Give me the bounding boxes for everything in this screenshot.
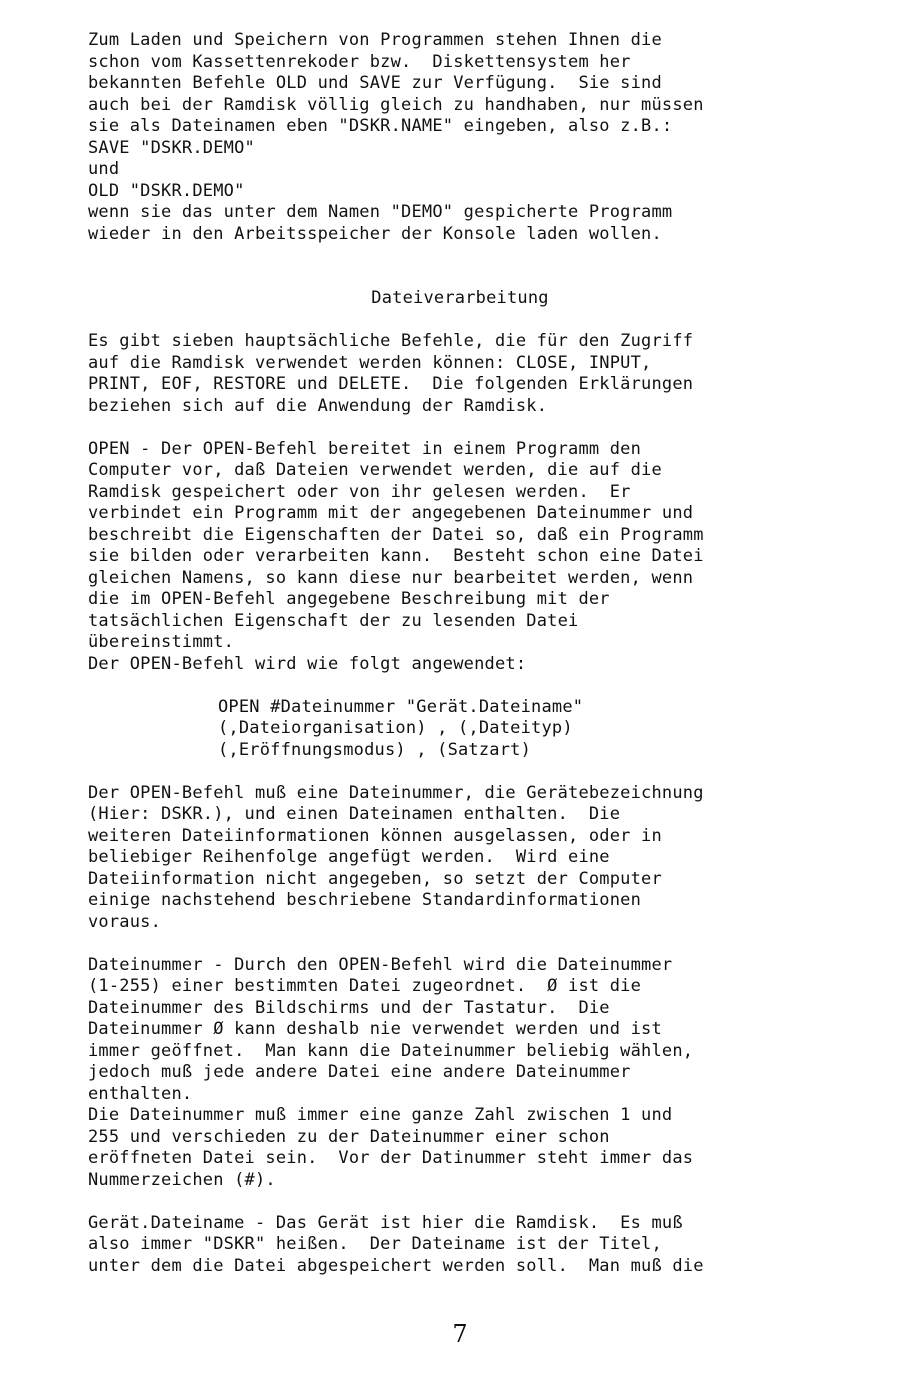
- text-line: jedoch muß jede andere Datei eine andere Dateinummer: [88, 1062, 631, 1082]
- text-line: verbindet ein Programm mit der angegebenen Dateinummer und: [88, 503, 694, 523]
- text-line: bekannten Befehle OLD und SAVE zur Verfügung. Sie sind: [88, 73, 662, 93]
- text-line: schon vom Kassettenrekoder bzw. Diskettensystem her: [88, 51, 631, 72]
- text-line: sie als Dateinamen eben "DSKR.NAME" eingeben, also z.B.:: [88, 116, 673, 136]
- text-line: einige nachstehend beschriebene Standardinformationen: [88, 890, 642, 910]
- text-line: Ramdisk gespeichert oder von ihr gelesen werden. Er: [88, 481, 631, 502]
- commands-paragraph: [88, 331, 868, 417]
- text-line: Dateinummer des Bildschirms und der Tastatur. Die: [88, 997, 610, 1018]
- text-line: OPEN - Der OPEN-Befehl bereitet in einem Programm den: [88, 438, 642, 459]
- text-line: enthalten.: [88, 1083, 193, 1104]
- text-line: übereinstimmt.: [88, 632, 235, 652]
- spacer: [88, 310, 868, 332]
- syntax-line: (,Eröffnungsmodus) , (Satzart): [218, 739, 532, 760]
- text-line: voraus.: [88, 911, 162, 932]
- text-line: Computer vor, daß Dateien verwendet werden, die auf die: [88, 460, 662, 480]
- text-line: sie bilden oder verarbeiten kann. Besteht schon eine Datei: [88, 546, 704, 566]
- text-line: Zum Laden und Speichern von Programmen stehen Ihnen die: [88, 30, 662, 50]
- text-line: Gerät.Dateiname - Das Gerät ist hier die Ramdisk. Es muß: [88, 1212, 683, 1233]
- code-line: OLD "DSKR.DEMO": [88, 180, 245, 201]
- text-line: unter dem die Datei abgespeichert werden soll. Man muß die: [88, 1255, 704, 1276]
- text-line: immer geöffnet. Man kann die Dateinummer beliebig wählen,: [88, 1040, 694, 1061]
- text-line: (Hier: DSKR.), und einen Dateinamen enthalten. Die: [88, 804, 621, 824]
- spacer: [88, 933, 868, 955]
- spacer: [88, 245, 868, 267]
- open-syntax-block: [88, 697, 868, 762]
- text-line: die im OPEN-Befehl angegebene Beschreibung mit der: [88, 589, 610, 609]
- dateinummer-paragraph: [88, 955, 868, 1192]
- spacer: [88, 267, 868, 289]
- text-line: gleichen Namens, so kann diese nur bearbeitet werden, wenn: [88, 567, 694, 588]
- text-line: 255 und verschieden zu der Dateinummer einer schon: [88, 1126, 610, 1147]
- syntax-line: OPEN #Dateinummer "Gerät.Dateiname": [218, 696, 584, 717]
- text-line: Dateinummer Ø kann deshalb nie verwendet werden und ist: [88, 1019, 662, 1039]
- text-line: also immer "DSKR" heißen. Der Dateiname ist der Titel,: [88, 1234, 662, 1254]
- text-line: Dateiinformation nicht angegeben, so setzt der Computer: [88, 868, 662, 889]
- spacer: [88, 761, 868, 783]
- document-page: [88, 30, 868, 1277]
- text-line: PRINT, EOF, RESTORE und DELETE. Die folgenden Erklärungen: [88, 374, 694, 394]
- text-line: Es gibt sieben hauptsächliche Befehle, die für den Zugriff: [88, 331, 694, 351]
- syntax-line: (,Dateiorganisation) , (,Dateityp): [218, 718, 573, 738]
- spacer: [88, 675, 868, 697]
- code-line: SAVE "DSKR.DEMO": [88, 137, 255, 158]
- text-line: (1-255) einer bestimmten Datei zugeordnet. Ø ist die: [88, 976, 642, 996]
- spacer: [88, 1191, 868, 1213]
- section-heading: Dateiverarbeitung: [371, 288, 549, 308]
- text-line: Der OPEN-Befehl muß eine Dateinummer, die Gerätebezeichnung: [88, 782, 704, 803]
- text-line: auch bei der Ramdisk völlig gleich zu handhaben, nur müssen: [88, 94, 704, 115]
- text-line: wenn sie das unter dem Namen "DEMO" gespicherte Programm: [88, 202, 673, 222]
- text-line: Der OPEN-Befehl wird wie folgt angewendet:: [88, 653, 527, 674]
- required-info-paragraph: [88, 783, 868, 934]
- text-line: beliebiger Reihenfolge angefügt werden. Wird eine: [88, 847, 610, 867]
- page-number: 7: [452, 1320, 468, 1348]
- text-line: und: [88, 159, 120, 179]
- text-line: eröffneten Datei sein. Vor der Datinummer steht immer das: [88, 1148, 694, 1168]
- geraet-dateiname-paragraph: [88, 1213, 868, 1278]
- text-line: beziehen sich auf die Anwendung der Ramdisk.: [88, 395, 548, 416]
- text-line: tatsächlichen Eigenschaft der zu lesenden Datei: [88, 610, 579, 631]
- text-line: weiteren Dateiinformationen können ausgelassen, oder in: [88, 825, 662, 846]
- spacer: [88, 417, 868, 439]
- text-line: Dateinummer - Durch den OPEN-Befehl wird die Dateinummer: [88, 954, 673, 975]
- text-line: beschreibt die Eigenschaften der Datei so, daß ein Programm: [88, 524, 704, 545]
- open-command-paragraph: [88, 439, 868, 676]
- text-line: wieder in den Arbeitsspeicher der Konsole laden wollen.: [88, 223, 662, 244]
- text-line: auf die Ramdisk verwendet werden können: CLOSE, INPUT,: [88, 352, 652, 373]
- text-line: Nummerzeichen (#).: [88, 1169, 276, 1190]
- text-line: Die Dateinummer muß immer eine ganze Zahl zwischen 1 und: [88, 1105, 673, 1125]
- intro-paragraph: [88, 30, 868, 245]
